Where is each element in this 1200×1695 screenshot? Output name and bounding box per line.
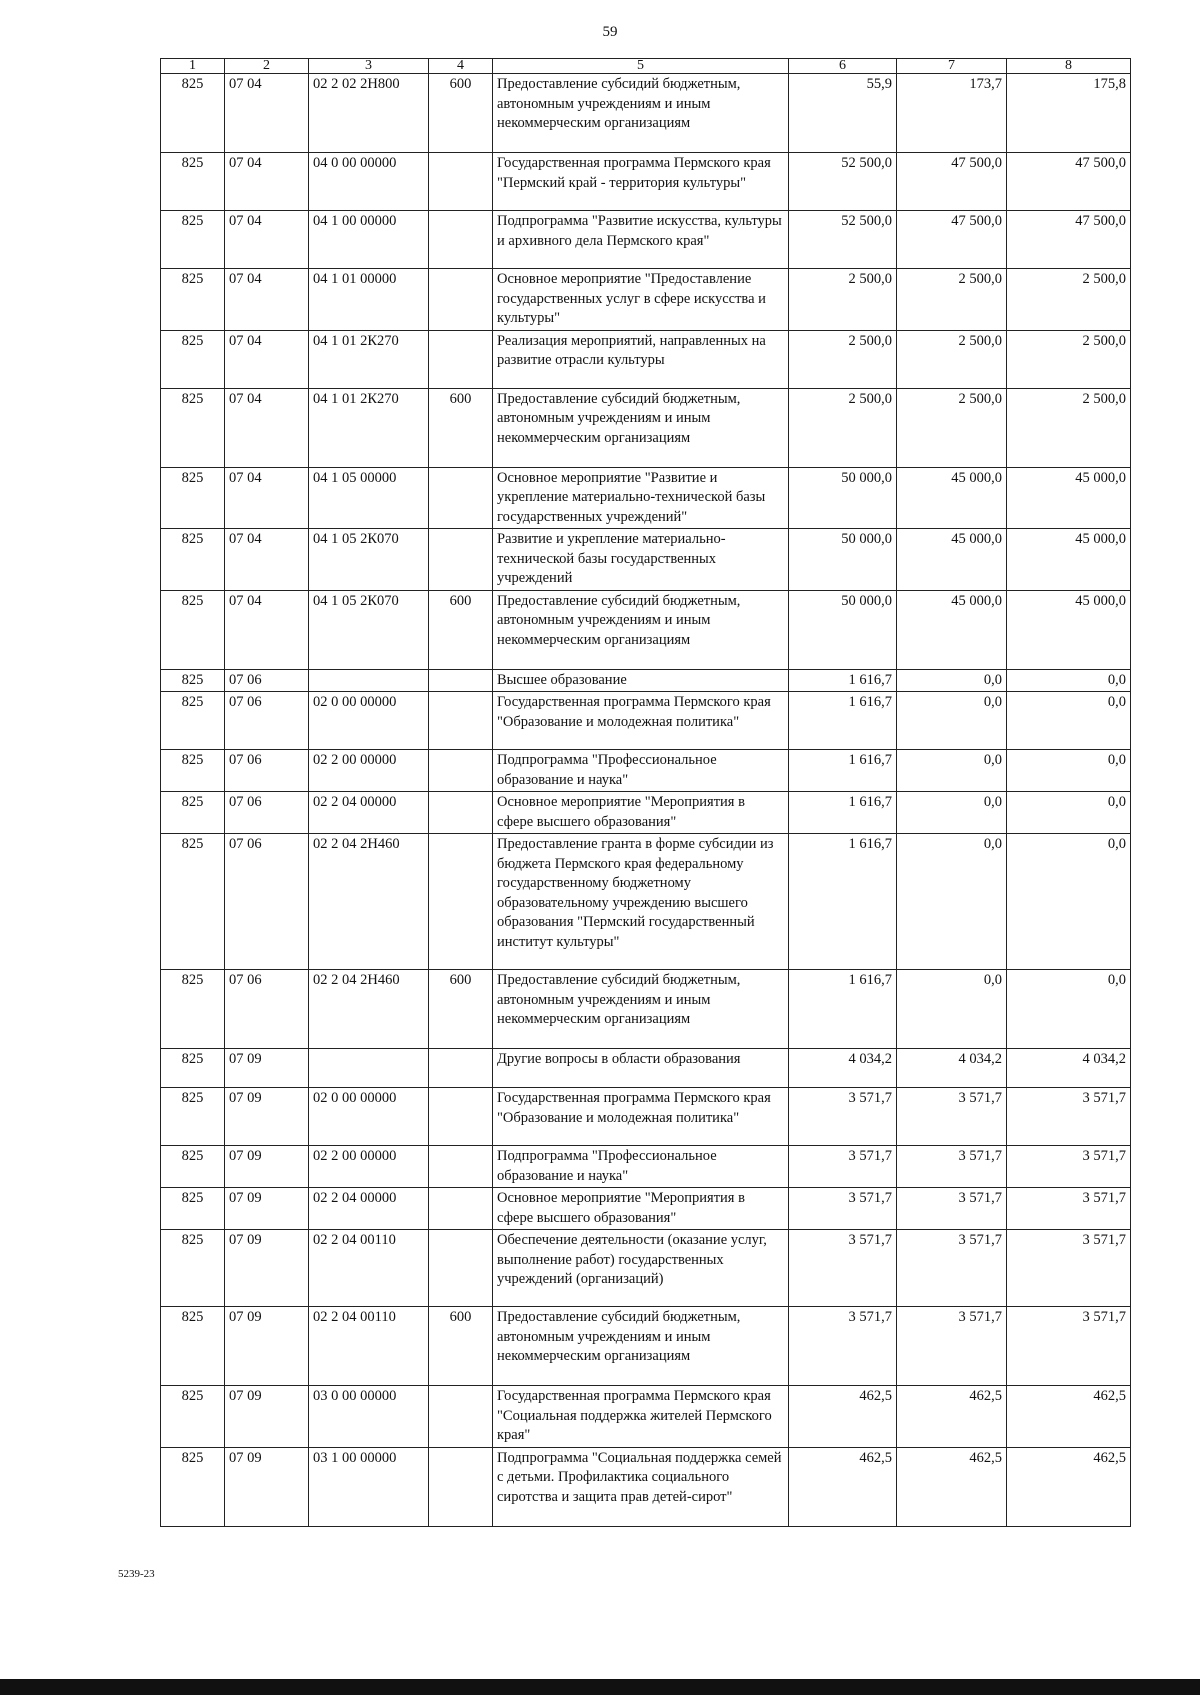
section-code-cell: 07 09: [225, 1188, 309, 1230]
table-row: [161, 1088, 1131, 1146]
amount-2023-cell: 462,5: [789, 1447, 897, 1526]
expense-type-code-cell: 600: [429, 590, 493, 669]
admin-code-cell: 825: [161, 1307, 225, 1386]
target-article-code-cell: 04 1 05 2К070: [309, 529, 429, 591]
amount-2025-cell: 47 500,0: [1007, 211, 1131, 269]
section-code-cell: 07 06: [225, 970, 309, 1049]
amount-2023-cell: 462,5: [789, 1386, 897, 1448]
target-article-code-cell: 02 2 04 00110: [309, 1230, 429, 1307]
admin-code-cell: 825: [161, 970, 225, 1049]
amount-2025-cell: 4 034,2: [1007, 1049, 1131, 1088]
description-cell: Подпрограмма "Развитие искусства, культуры и архивного дела Пермского края": [493, 211, 789, 269]
amount-2024-cell: 3 571,7: [897, 1307, 1007, 1386]
table-row: [161, 1307, 1131, 1386]
table-row: [161, 590, 1131, 669]
amount-2023-cell: 52 500,0: [789, 153, 897, 211]
amount-2023-cell: 50 000,0: [789, 590, 897, 669]
header-row: [161, 59, 1131, 74]
description-cell: Другие вопросы в области образования: [493, 1049, 789, 1088]
admin-code-cell: 825: [161, 269, 225, 331]
amount-2023-cell: 1 616,7: [789, 834, 897, 970]
expense-type-code-cell: [429, 529, 493, 591]
section-code-cell: 07 04: [225, 153, 309, 211]
amount-2023-cell: 3 571,7: [789, 1307, 897, 1386]
amount-2024-cell: 3 571,7: [897, 1146, 1007, 1188]
amount-2023-cell: 2 500,0: [789, 388, 897, 467]
admin-code-cell: 825: [161, 1146, 225, 1188]
amount-2025-cell: 45 000,0: [1007, 590, 1131, 669]
table-row: [161, 467, 1131, 529]
amount-2025-cell: 0,0: [1007, 970, 1131, 1049]
expense-type-code-cell: 600: [429, 388, 493, 467]
section-code-cell: 07 04: [225, 529, 309, 591]
amount-2025-cell: 2 500,0: [1007, 269, 1131, 331]
amount-2025-cell: 3 571,7: [1007, 1230, 1131, 1307]
description-cell: Предоставление субсидий бюджетным, автономным учреждениям и иным некоммерческим организациям: [493, 970, 789, 1049]
expense-type-code-cell: [429, 1386, 493, 1448]
table-row: [161, 669, 1131, 692]
amount-2024-cell: 3 571,7: [897, 1188, 1007, 1230]
page-number: 59: [602, 24, 618, 40]
amount-2024-cell: 0,0: [897, 834, 1007, 970]
admin-code-cell: 825: [161, 1088, 225, 1146]
admin-code-cell: 825: [161, 211, 225, 269]
amount-2025-cell: 3 571,7: [1007, 1188, 1131, 1230]
description-cell: Государственная программа Пермского края "Образование и молодежная политика": [493, 1088, 789, 1146]
description-cell: Государственная программа Пермского края "Образование и молодежная политика": [493, 692, 789, 750]
section-code-cell: 07 06: [225, 669, 309, 692]
table-row: [161, 74, 1131, 153]
target-article-code-cell: 02 2 04 2Н460: [309, 970, 429, 1049]
admin-code-cell: 825: [161, 330, 225, 388]
amount-2024-cell: 47 500,0: [897, 153, 1007, 211]
amount-2023-cell: 3 571,7: [789, 1230, 897, 1307]
description-cell: Развитие и укрепление материально-технической базы государственных учреждений: [493, 529, 789, 591]
description-cell: Основное мероприятие "Предоставление государственных услуг в сфере искусства и культуры": [493, 269, 789, 331]
description-cell: Реализация мероприятий, направленных на развитие отрасли культуры: [493, 330, 789, 388]
amount-2023-cell: 1 616,7: [789, 792, 897, 834]
amount-2024-cell: 462,5: [897, 1386, 1007, 1448]
amount-2024-cell: 3 571,7: [897, 1088, 1007, 1146]
expense-type-code-cell: [429, 669, 493, 692]
expense-type-code-cell: 600: [429, 1307, 493, 1386]
description-cell: Предоставление гранта в форме субсидии из бюджета Пермского края федеральному государственному бюджетному образовательному учреждению высшего образования "Пермский государственный институт культуры": [493, 834, 789, 970]
section-code-cell: 07 06: [225, 834, 309, 970]
column-header: 4: [429, 59, 493, 74]
admin-code-cell: 825: [161, 750, 225, 792]
table-row: [161, 269, 1131, 331]
amount-2023-cell: 3 571,7: [789, 1146, 897, 1188]
table-row: [161, 834, 1131, 970]
table-row: [161, 750, 1131, 792]
amount-2025-cell: 3 571,7: [1007, 1146, 1131, 1188]
description-cell: Высшее образование: [493, 669, 789, 692]
amount-2024-cell: 0,0: [897, 669, 1007, 692]
description-cell: Основное мероприятие "Развитие и укрепление материально-технической базы государственных учреждений": [493, 467, 789, 529]
amount-2025-cell: 45 000,0: [1007, 529, 1131, 591]
amount-2025-cell: 175,8: [1007, 74, 1131, 153]
amount-2024-cell: 2 500,0: [897, 330, 1007, 388]
expense-type-code-cell: [429, 1188, 493, 1230]
expense-type-code-cell: [429, 750, 493, 792]
description-cell: Предоставление субсидий бюджетным, автономным учреждениям и иным некоммерческим организациям: [493, 1307, 789, 1386]
amount-2023-cell: 1 616,7: [789, 669, 897, 692]
amount-2023-cell: 50 000,0: [789, 467, 897, 529]
section-code-cell: 07 04: [225, 269, 309, 331]
table-row: [161, 1188, 1131, 1230]
amount-2025-cell: 3 571,7: [1007, 1307, 1131, 1386]
description-cell: Предоставление субсидий бюджетным, автономным учреждениям и иным некоммерческим организациям: [493, 388, 789, 467]
section-code-cell: 07 06: [225, 750, 309, 792]
amount-2025-cell: 0,0: [1007, 834, 1131, 970]
expense-type-code-cell: 600: [429, 74, 493, 153]
target-article-code-cell: 04 1 01 00000: [309, 269, 429, 331]
admin-code-cell: 825: [161, 1447, 225, 1526]
table-row: [161, 1447, 1131, 1526]
target-article-code-cell: 03 0 00 00000: [309, 1386, 429, 1448]
admin-code-cell: 825: [161, 669, 225, 692]
description-cell: Подпрограмма "Профессиональное образование и наука": [493, 1146, 789, 1188]
amount-2024-cell: 2 500,0: [897, 388, 1007, 467]
admin-code-cell: 825: [161, 792, 225, 834]
target-article-code-cell: 02 2 04 00000: [309, 1188, 429, 1230]
description-cell: Подпрограмма "Социальная поддержка семей с детьми. Профилактика социального сиротства и защита прав детей-сирот": [493, 1447, 789, 1526]
section-code-cell: 07 09: [225, 1386, 309, 1448]
section-code-cell: 07 09: [225, 1146, 309, 1188]
amount-2023-cell: 55,9: [789, 74, 897, 153]
section-code-cell: 07 09: [225, 1088, 309, 1146]
table-row: [161, 1386, 1131, 1448]
amount-2023-cell: 1 616,7: [789, 750, 897, 792]
target-article-code-cell: [309, 669, 429, 692]
table-row: [161, 1049, 1131, 1088]
admin-code-cell: 825: [161, 467, 225, 529]
expense-type-code-cell: [429, 1230, 493, 1307]
section-code-cell: 07 09: [225, 1049, 309, 1088]
description-cell: Основное мероприятие "Мероприятия в сфере высшего образования": [493, 1188, 789, 1230]
amount-2024-cell: 45 000,0: [897, 590, 1007, 669]
table-row: [161, 1146, 1131, 1188]
description-cell: Подпрограмма "Профессиональное образование и наука": [493, 750, 789, 792]
admin-code-cell: 825: [161, 153, 225, 211]
amount-2025-cell: 0,0: [1007, 792, 1131, 834]
target-article-code-cell: 04 1 05 2К070: [309, 590, 429, 669]
amount-2024-cell: 0,0: [897, 692, 1007, 750]
column-header: 2: [225, 59, 309, 74]
section-code-cell: 07 06: [225, 692, 309, 750]
target-article-code-cell: 02 2 02 2Н800: [309, 74, 429, 153]
amount-2025-cell: 3 571,7: [1007, 1088, 1131, 1146]
amount-2025-cell: 462,5: [1007, 1447, 1131, 1526]
table-row: [161, 153, 1131, 211]
expense-type-code-cell: [429, 211, 493, 269]
column-header: 7: [897, 59, 1007, 74]
section-code-cell: 07 04: [225, 590, 309, 669]
amount-2023-cell: 2 500,0: [789, 330, 897, 388]
amount-2024-cell: 173,7: [897, 74, 1007, 153]
target-article-code-cell: 04 1 01 2К270: [309, 330, 429, 388]
target-article-code-cell: 02 2 04 00110: [309, 1307, 429, 1386]
amount-2025-cell: 0,0: [1007, 692, 1131, 750]
admin-code-cell: 825: [161, 388, 225, 467]
column-header: 5: [493, 59, 789, 74]
section-code-cell: 07 04: [225, 211, 309, 269]
section-code-cell: 07 06: [225, 792, 309, 834]
amount-2023-cell: 1 616,7: [789, 970, 897, 1049]
admin-code-cell: 825: [161, 1230, 225, 1307]
amount-2023-cell: 1 616,7: [789, 692, 897, 750]
document-code: 5239-23: [118, 1568, 155, 1580]
target-article-code-cell: 02 0 00 00000: [309, 1088, 429, 1146]
admin-code-cell: 825: [161, 590, 225, 669]
amount-2025-cell: 462,5: [1007, 1386, 1131, 1448]
admin-code-cell: 825: [161, 834, 225, 970]
description-cell: Обеспечение деятельности (оказание услуг, выполнение работ) государственных учреждений (организаций): [493, 1230, 789, 1307]
amount-2024-cell: 2 500,0: [897, 269, 1007, 331]
expense-type-code-cell: [429, 330, 493, 388]
expense-type-code-cell: [429, 692, 493, 750]
section-code-cell: 07 04: [225, 74, 309, 153]
admin-code-cell: 825: [161, 1188, 225, 1230]
amount-2025-cell: 0,0: [1007, 669, 1131, 692]
admin-code-cell: 825: [161, 529, 225, 591]
expense-type-code-cell: [429, 1049, 493, 1088]
amount-2023-cell: 3 571,7: [789, 1088, 897, 1146]
section-code-cell: 07 09: [225, 1307, 309, 1386]
target-article-code-cell: 04 1 00 00000: [309, 211, 429, 269]
table-row: [161, 1230, 1131, 1307]
table-row: [161, 388, 1131, 467]
description-cell: Основное мероприятие "Мероприятия в сфере высшего образования": [493, 792, 789, 834]
scan-border: [0, 1679, 1200, 1695]
target-article-code-cell: 03 1 00 00000: [309, 1447, 429, 1526]
table-row: [161, 529, 1131, 591]
expense-type-code-cell: [429, 1146, 493, 1188]
section-code-cell: 07 04: [225, 388, 309, 467]
column-header: 6: [789, 59, 897, 74]
amount-2024-cell: 45 000,0: [897, 467, 1007, 529]
section-code-cell: 07 04: [225, 330, 309, 388]
section-code-cell: 07 04: [225, 467, 309, 529]
table-row: [161, 692, 1131, 750]
expense-type-code-cell: [429, 1088, 493, 1146]
amount-2025-cell: 2 500,0: [1007, 330, 1131, 388]
amount-2024-cell: 0,0: [897, 750, 1007, 792]
amount-2024-cell: 3 571,7: [897, 1230, 1007, 1307]
amount-2023-cell: 4 034,2: [789, 1049, 897, 1088]
target-article-code-cell: 02 2 00 00000: [309, 1146, 429, 1188]
admin-code-cell: 825: [161, 1049, 225, 1088]
target-article-code-cell: [309, 1049, 429, 1088]
table-row: [161, 792, 1131, 834]
expense-type-code-cell: 600: [429, 970, 493, 1049]
table-row: [161, 970, 1131, 1049]
description-cell: Предоставление субсидий бюджетным, автономным учреждениям и иным некоммерческим организациям: [493, 74, 789, 153]
amount-2025-cell: 2 500,0: [1007, 388, 1131, 467]
amount-2024-cell: 45 000,0: [897, 529, 1007, 591]
amount-2024-cell: 0,0: [897, 792, 1007, 834]
target-article-code-cell: 02 0 00 00000: [309, 692, 429, 750]
target-article-code-cell: 04 1 05 00000: [309, 467, 429, 529]
amount-2024-cell: 0,0: [897, 970, 1007, 1049]
amount-2023-cell: 50 000,0: [789, 529, 897, 591]
description-cell: Государственная программа Пермского края "Пермский край - территория культуры": [493, 153, 789, 211]
table-row: [161, 211, 1131, 269]
amount-2025-cell: 45 000,0: [1007, 467, 1131, 529]
admin-code-cell: 825: [161, 74, 225, 153]
column-header: 3: [309, 59, 429, 74]
expense-type-code-cell: [429, 834, 493, 970]
amount-2024-cell: 47 500,0: [897, 211, 1007, 269]
description-cell: Государственная программа Пермского края "Социальная поддержка жителей Пермского края": [493, 1386, 789, 1448]
target-article-code-cell: 02 2 00 00000: [309, 750, 429, 792]
target-article-code-cell: 04 1 01 2К270: [309, 388, 429, 467]
amount-2023-cell: 2 500,0: [789, 269, 897, 331]
column-header: 8: [1007, 59, 1131, 74]
section-code-cell: 07 09: [225, 1230, 309, 1307]
expense-type-code-cell: [429, 1447, 493, 1526]
expense-type-code-cell: [429, 153, 493, 211]
amount-2025-cell: 0,0: [1007, 750, 1131, 792]
admin-code-cell: 825: [161, 1386, 225, 1448]
amount-2024-cell: 4 034,2: [897, 1049, 1007, 1088]
target-article-code-cell: 02 2 04 2Н460: [309, 834, 429, 970]
description-cell: Предоставление субсидий бюджетным, автономным учреждениям и иным некоммерческим организациям: [493, 590, 789, 669]
amount-2023-cell: 52 500,0: [789, 211, 897, 269]
target-article-code-cell: 04 0 00 00000: [309, 153, 429, 211]
admin-code-cell: 825: [161, 692, 225, 750]
amount-2025-cell: 47 500,0: [1007, 153, 1131, 211]
table-row: [161, 330, 1131, 388]
target-article-code-cell: 02 2 04 00000: [309, 792, 429, 834]
expense-type-code-cell: [429, 467, 493, 529]
section-code-cell: 07 09: [225, 1447, 309, 1526]
amount-2024-cell: 462,5: [897, 1447, 1007, 1526]
expense-type-code-cell: [429, 269, 493, 331]
amount-2023-cell: 3 571,7: [789, 1188, 897, 1230]
budget-table: [160, 58, 1131, 1527]
column-header: 1: [161, 59, 225, 74]
expense-type-code-cell: [429, 792, 493, 834]
